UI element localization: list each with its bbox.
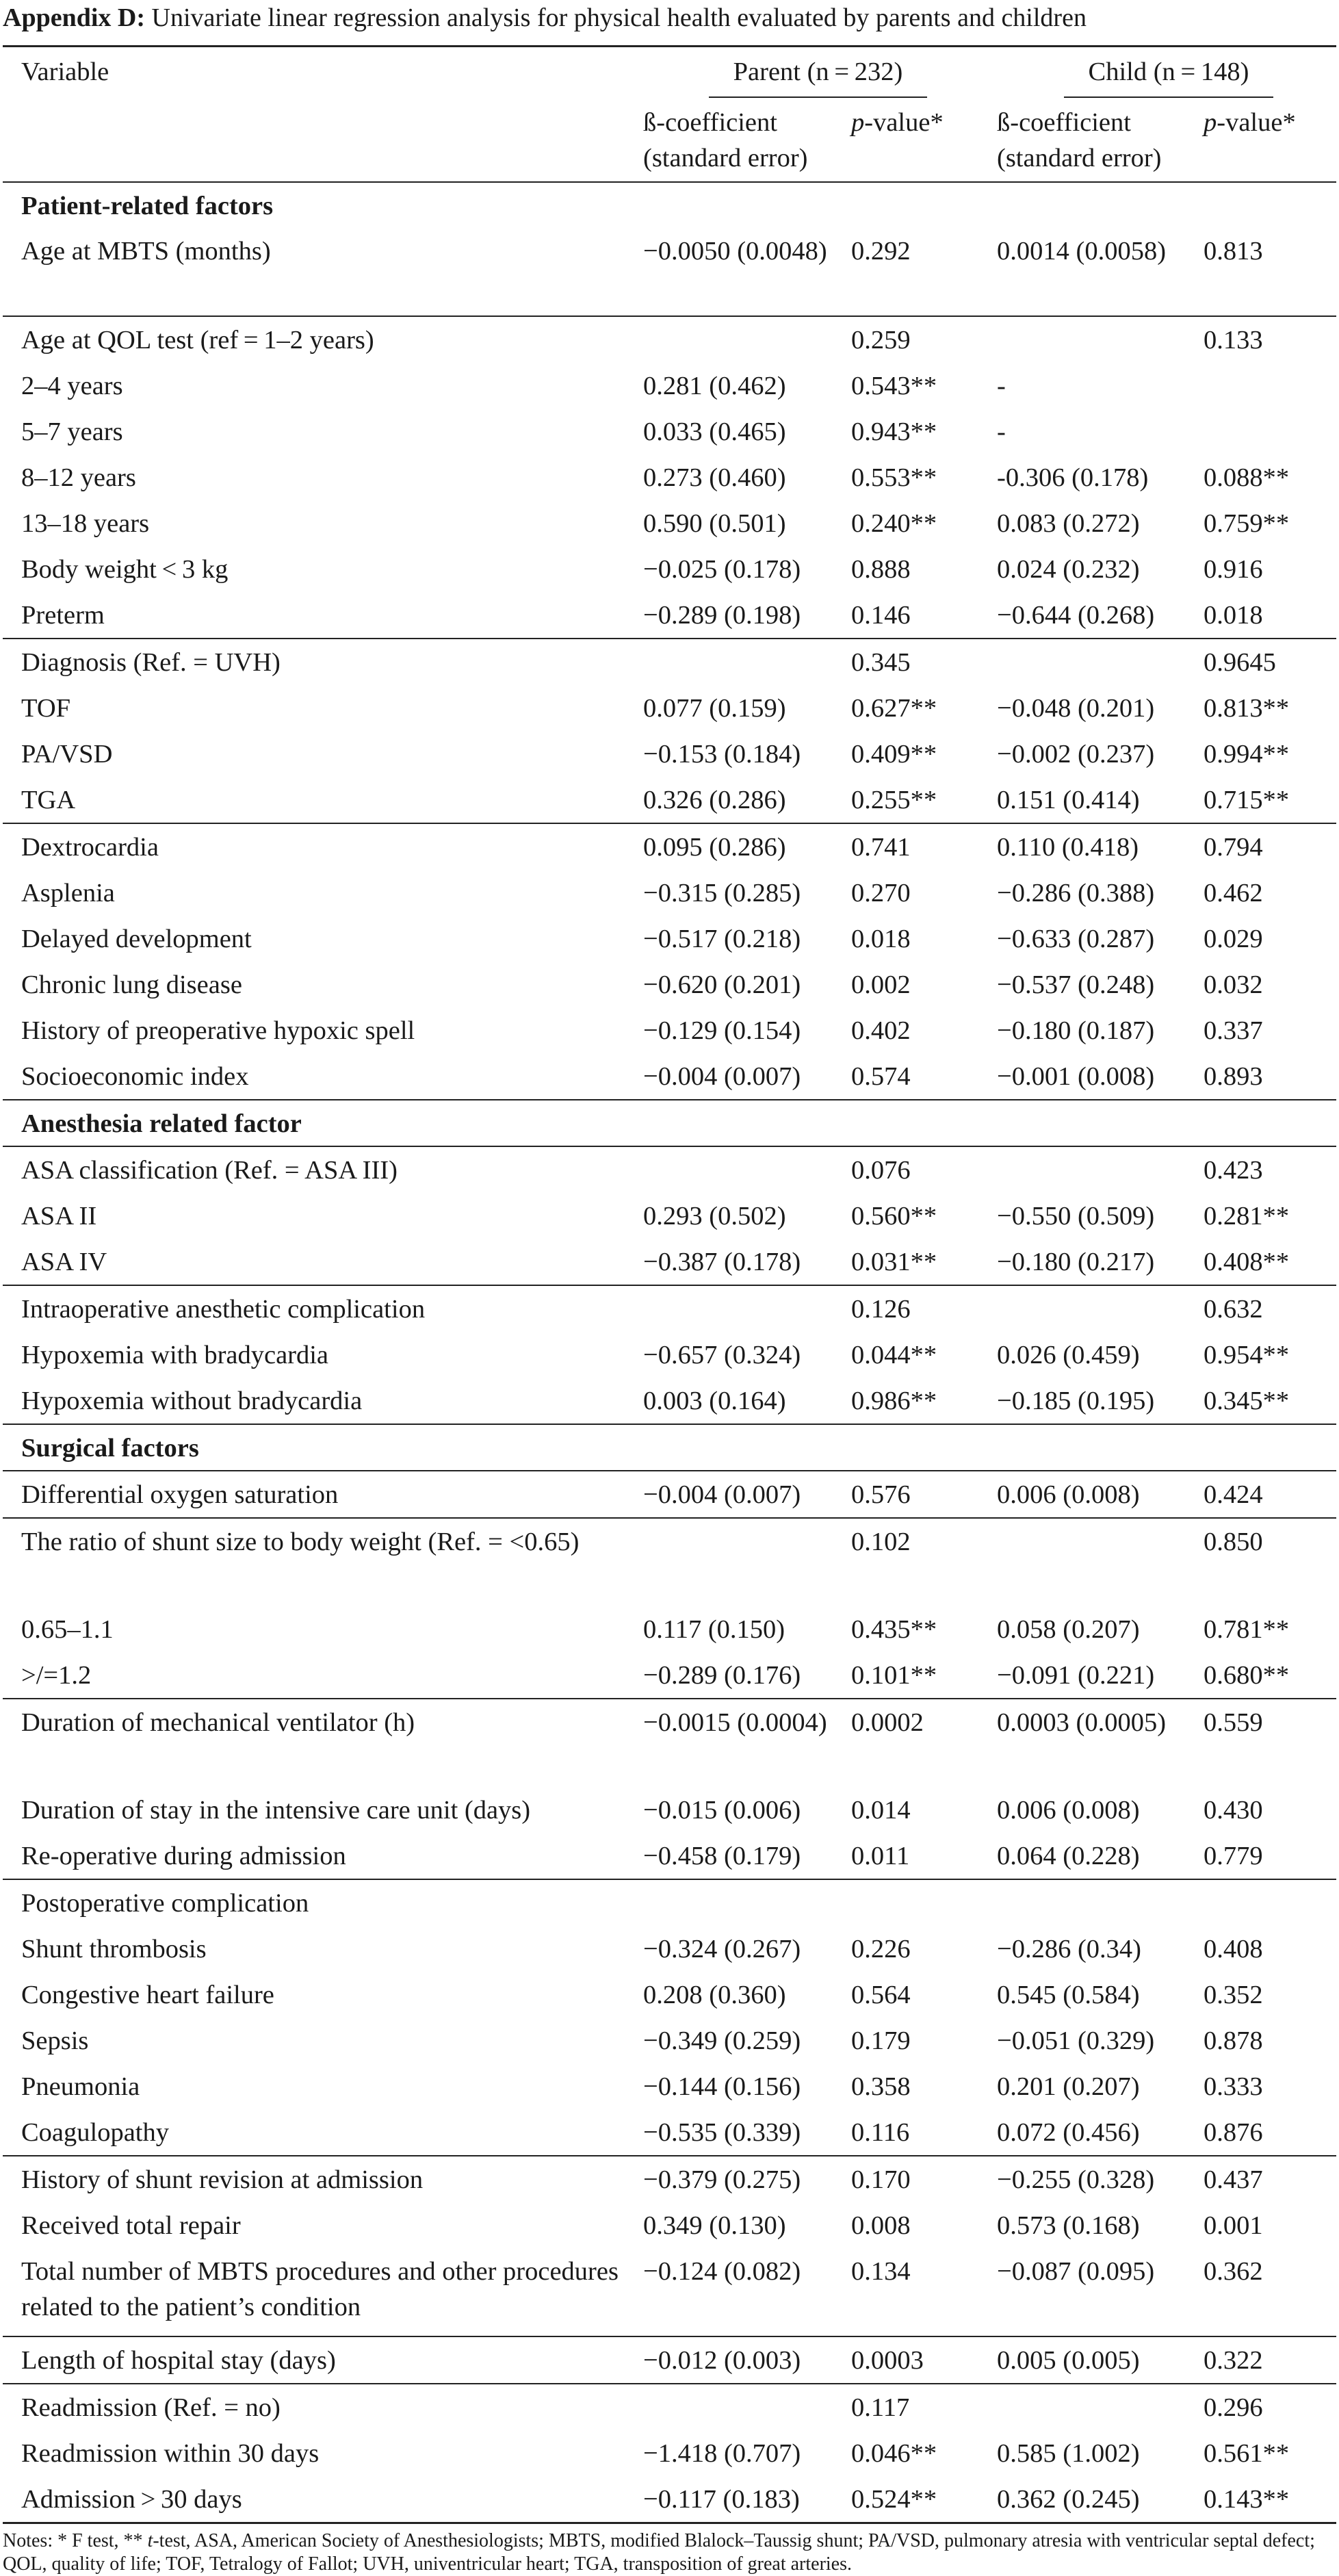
child-beta-cell: −0.051 (0.329): [997, 2026, 1155, 2055]
child-pvalue-cell: 0.424: [1195, 1471, 1336, 1518]
table-row: [3, 2156, 1336, 2202]
child-beta-cell: [989, 1879, 1195, 1926]
parent-pvalue-cell: 0.553**: [851, 463, 937, 492]
table-row: [3, 454, 1336, 500]
table-row: [3, 1378, 1336, 1424]
parent-pvalue-cell: 0.102: [843, 1518, 989, 1606]
parent-pvalue-cell: 0.240**: [851, 509, 937, 538]
child-beta-cell: 0.362 (0.245): [989, 2476, 1195, 2523]
table-row: [3, 685, 1336, 731]
header-p-rest: -value*: [1217, 108, 1296, 137]
table-row: [3, 2109, 1336, 2156]
table-row: [3, 1699, 1336, 1787]
row-variable-label: ASA II: [21, 1202, 97, 1231]
row-variable-label: Dextrocardia: [3, 823, 635, 870]
parent-pvalue-cell: 0.014: [851, 1796, 911, 1825]
parent-pvalue-cell: 0.543**: [851, 372, 937, 400]
parent-beta-cell: −0.124 (0.082): [643, 2257, 801, 2286]
child-pvalue-cell: 0.759**: [1204, 509, 1290, 538]
table-row: [3, 228, 1336, 316]
child-pvalue-cell: 0.018: [1204, 601, 1263, 630]
section-title: Anesthesia related factor: [3, 1100, 1336, 1146]
table-row: [3, 1146, 1336, 1193]
child-pvalue-cell: 0.954**: [1204, 1341, 1290, 1369]
child-pvalue-cell: 0.001: [1204, 2211, 1263, 2240]
parent-pvalue-cell: 0.044**: [851, 1341, 937, 1369]
child-pvalue-cell: 0.632: [1195, 1285, 1336, 1332]
parent-beta-cell: −0.324 (0.267): [643, 1935, 801, 1963]
child-beta-cell: 0.058 (0.207): [997, 1615, 1140, 1644]
section-header-row: [3, 182, 1336, 228]
child-beta-cell: [989, 1285, 1195, 1332]
row-variable-label: Intraoperative anesthetic complication: [3, 1285, 635, 1332]
child-beta-cell: 0.545 (0.584): [997, 1981, 1140, 2009]
table-body: [3, 182, 1336, 2523]
header-beta-line1: ß-coefficient: [643, 108, 777, 137]
parent-beta-cell: 0.003 (0.164): [643, 1387, 786, 1415]
child-beta-cell: 0.005 (0.005): [989, 2336, 1195, 2384]
parent-pvalue-cell: 0.345: [843, 639, 989, 685]
header-parent-label: Parent (n = 232): [709, 54, 928, 98]
table-row: [3, 1053, 1336, 1100]
parent-beta-cell: −0.025 (0.178): [643, 555, 801, 584]
child-pvalue-cell: 0.850: [1195, 1518, 1336, 1606]
child-beta-cell: −0.087 (0.095): [997, 2257, 1155, 2286]
table-row: [3, 500, 1336, 546]
section-title: Surgical factors: [3, 1424, 1336, 1471]
parent-beta-cell: 0.349 (0.130): [643, 2211, 786, 2240]
row-variable-label: 0.65–1.1: [21, 1615, 114, 1644]
row-variable-label: Socioeconomic index: [21, 1062, 249, 1091]
parent-pvalue-cell: 0.435**: [851, 1615, 937, 1644]
parent-pvalue-cell: 0.888: [851, 555, 911, 584]
parent-beta-cell: 0.326 (0.286): [643, 786, 786, 814]
caption-text: Univariate linear regression analysis for physical health evaluated by parents and children: [151, 3, 1087, 32]
child-pvalue-cell: 0.322: [1195, 2336, 1336, 2384]
parent-pvalue-cell: 0.101**: [851, 1661, 937, 1690]
parent-pvalue-cell: 0.576: [843, 1471, 989, 1518]
child-beta-cell: 0.083 (0.272): [997, 509, 1140, 538]
child-beta-cell: −0.002 (0.237): [997, 740, 1155, 769]
parent-beta-cell: [635, 1285, 843, 1332]
child-beta-cell: −0.048 (0.201): [997, 694, 1155, 723]
parent-pvalue-cell: 0.741: [843, 823, 989, 870]
child-beta-cell: 0.006 (0.008): [997, 1796, 1140, 1825]
parent-beta-cell: −0.289 (0.176): [643, 1661, 801, 1690]
child-pvalue-cell: 0.333: [1204, 2072, 1263, 2101]
parent-beta-cell: −0.0015 (0.0004): [635, 1699, 843, 1787]
child-pvalue-cell: 0.779: [1204, 1842, 1263, 1870]
parent-pvalue-cell: 0.179: [851, 2026, 911, 2055]
parent-beta-cell: −0.458 (0.179): [643, 1842, 801, 1870]
child-pvalue-cell: 0.559: [1195, 1699, 1336, 1787]
child-pvalue-cell: 0.813**: [1204, 694, 1290, 723]
parent-beta-cell: −0.387 (0.178): [643, 1248, 801, 1276]
notes-prefix: Notes: * F test, **: [3, 2530, 148, 2551]
row-variable-label: Asplenia: [21, 879, 115, 907]
parent-pvalue-cell: 0.255**: [851, 786, 937, 814]
header-parent-group: [635, 47, 989, 105]
regression-table: [3, 45, 1336, 2524]
row-variable-label: Readmission (Ref. = no): [3, 2384, 635, 2430]
child-beta-cell: [989, 639, 1195, 685]
child-beta-cell: −0.286 (0.388): [997, 879, 1155, 907]
parent-pvalue-cell: 0.564: [851, 1981, 911, 2009]
parent-pvalue-cell: 0.117: [843, 2384, 989, 2430]
child-pvalue-cell: 0.352: [1204, 1981, 1263, 2009]
parent-pvalue-cell: 0.170: [843, 2156, 989, 2202]
child-pvalue-cell: 0.281**: [1204, 1202, 1290, 1231]
child-pvalue-cell: 0.430: [1204, 1796, 1263, 1825]
child-pvalue-cell: 0.878: [1204, 2026, 1263, 2055]
row-variable-label: Duration of stay in the intensive care unit (days): [21, 1796, 531, 1825]
header-beta-line1: ß-coefficient: [997, 108, 1131, 137]
header-beta-line2: (standard error): [643, 144, 808, 172]
parent-beta-cell: [635, 1146, 843, 1193]
parent-beta-cell: −0.129 (0.154): [643, 1016, 801, 1045]
table-row: [3, 916, 1336, 962]
table-row: [3, 316, 1336, 363]
row-variable-label: Chronic lung disease: [21, 970, 242, 999]
parent-pvalue-cell: 0.146: [851, 601, 911, 630]
header-p-italic: p: [1204, 108, 1217, 137]
row-variable-label: Body weight < 3 kg: [21, 555, 229, 584]
parent-beta-cell: 0.590 (0.501): [643, 509, 786, 538]
table-row: [3, 1239, 1336, 1285]
table-row: [3, 1787, 1336, 1833]
child-beta-cell: 0.024 (0.232): [997, 555, 1140, 584]
table-row: [3, 2476, 1336, 2523]
parent-beta-cell: −0.153 (0.184): [643, 740, 801, 769]
parent-pvalue-cell: 0.018: [851, 925, 911, 953]
child-pvalue-cell: 0.143**: [1195, 2476, 1336, 2523]
header-parent-pvalue: [843, 105, 989, 182]
notes-rest: -test, ASA, American Society of Anesthesiologists; MBTS, modified Blalock–Taussig shunt; PA/VSD, pulmonary atresia with ventricular septal defect; QOL, quality of life; TOF, Tetralogy of Fallot; UVH, univentricular heart; TGA, transposition of great arteries.: [3, 2530, 1315, 2575]
table-row: [3, 2336, 1336, 2384]
table-row: [3, 1879, 1336, 1926]
child-pvalue-cell: 0.876: [1204, 2118, 1263, 2147]
table-row: [3, 2384, 1336, 2430]
section-header-row: [3, 1100, 1336, 1146]
section-title: Patient-related factors: [3, 182, 1336, 228]
parent-beta-cell: −0.015 (0.006): [643, 1796, 801, 1825]
child-beta-cell: −0.286 (0.34): [997, 1935, 1141, 1963]
table-row: [3, 639, 1336, 685]
table-row: [3, 1285, 1336, 1332]
row-variable-label: Received total repair: [21, 2211, 241, 2240]
child-pvalue-cell: 0.423: [1195, 1146, 1336, 1193]
child-beta-cell: 0.201 (0.207): [997, 2072, 1140, 2101]
child-beta-cell: 0.0014 (0.0058): [997, 237, 1167, 266]
parent-pvalue-cell: 0.402: [851, 1016, 911, 1045]
child-beta-cell: 0.072 (0.456): [997, 2118, 1140, 2147]
parent-beta-cell: −0.012 (0.003): [635, 2336, 843, 2384]
row-variable-label: Pneumonia: [21, 2072, 140, 2101]
child-beta-cell: −0.633 (0.287): [997, 925, 1155, 953]
table-row: [3, 1972, 1336, 2018]
table-row: [3, 2202, 1336, 2248]
parent-beta-cell: −0.379 (0.275): [635, 2156, 843, 2202]
table-row: [3, 1606, 1336, 1652]
parent-beta-cell: 0.281 (0.462): [643, 372, 786, 400]
child-pvalue-cell: 0.029: [1204, 925, 1263, 953]
child-beta-cell: 0.573 (0.168): [997, 2211, 1140, 2240]
child-pvalue-cell: 0.133: [1195, 316, 1336, 363]
parent-beta-cell: −0.0050 (0.0048): [643, 237, 827, 266]
row-variable-label: Differential oxygen saturation: [3, 1471, 635, 1518]
header-variable: Variable: [3, 47, 635, 105]
child-beta-cell: −0.255 (0.328): [989, 2156, 1195, 2202]
child-pvalue-cell: 0.781**: [1204, 1615, 1290, 1644]
child-pvalue-cell: 0.715**: [1204, 786, 1290, 814]
child-beta-cell: −0.091 (0.221): [997, 1661, 1155, 1690]
parent-beta-cell: 0.208 (0.360): [643, 1981, 786, 2009]
row-variable-label: Congestive heart failure: [21, 1981, 274, 2009]
child-pvalue-cell: 0.408: [1204, 1935, 1263, 1963]
table-row: [3, 592, 1336, 639]
child-pvalue-cell: 0.9645: [1195, 639, 1336, 685]
row-variable-label: Delayed development: [21, 925, 252, 953]
row-variable-label: 5–7 years: [21, 417, 123, 446]
child-beta-cell: -: [997, 372, 1006, 400]
row-variable-label: The ratio of shunt size to body weight (Ref. = <0.65): [3, 1518, 635, 1606]
row-variable-label: Admission > 30 days: [3, 2476, 635, 2523]
parent-pvalue-cell: 0.226: [851, 1935, 911, 1963]
row-variable-label: Preterm: [21, 601, 105, 630]
notes-italic-t: t: [147, 2530, 153, 2551]
section-header-row: [3, 1424, 1336, 1471]
row-variable-label: Total number of MBTS procedures and other procedures related to the patient’s condition: [21, 2257, 619, 2321]
table-row: [3, 1193, 1336, 1239]
parent-beta-cell: 0.117 (0.150): [643, 1615, 785, 1644]
child-beta-cell: 0.064 (0.228): [997, 1842, 1140, 1870]
parent-pvalue-cell: 0.409**: [851, 740, 937, 769]
child-pvalue-cell: 0.408**: [1204, 1248, 1290, 1276]
header-row-groups: [3, 47, 1336, 105]
child-pvalue-cell: 0.893: [1204, 1062, 1263, 1091]
child-beta-cell: −0.537 (0.248): [997, 970, 1155, 999]
child-beta-cell: 0.585 (1.002): [997, 2439, 1140, 2468]
child-pvalue-cell: [1195, 409, 1336, 454]
table-caption: [3, 0, 1336, 45]
header-row-columns: [3, 105, 1336, 182]
child-beta-cell: −0.185 (0.195): [997, 1387, 1155, 1415]
parent-beta-cell: [635, 639, 843, 685]
child-pvalue-cell: 0.561**: [1204, 2439, 1290, 2468]
table-row: [3, 1471, 1336, 1518]
row-variable-label: Coagulopathy: [21, 2118, 169, 2147]
table-row: [3, 870, 1336, 916]
parent-beta-cell: −0.315 (0.285): [643, 879, 801, 907]
parent-beta-cell: [635, 1518, 843, 1606]
child-pvalue-cell: [1195, 363, 1336, 409]
child-pvalue-cell: 0.337: [1204, 1016, 1263, 1045]
child-pvalue-cell: 0.462: [1204, 879, 1263, 907]
table-row: [3, 823, 1336, 870]
child-beta-cell: 0.026 (0.459): [997, 1341, 1140, 1369]
child-beta-cell: [989, 2384, 1195, 2430]
parent-beta-cell: 0.033 (0.465): [643, 417, 786, 446]
row-variable-label: ASA classification (Ref. = ASA III): [3, 1146, 635, 1193]
row-variable-label: Readmission within 30 days: [21, 2439, 320, 2468]
child-beta-cell: -0.306 (0.178): [997, 463, 1149, 492]
child-beta-cell: −0.001 (0.008): [997, 1062, 1155, 1091]
table-row: [3, 2248, 1336, 2336]
child-beta-cell: −0.550 (0.509): [997, 1202, 1155, 1231]
child-pvalue-cell: 0.032: [1204, 970, 1263, 999]
row-variable-label: TGA: [21, 786, 76, 814]
parent-pvalue-cell: 0.116: [851, 2118, 910, 2147]
row-variable-label: History of preoperative hypoxic spell: [21, 1016, 415, 1045]
header-child-beta: [989, 105, 1195, 182]
child-pvalue-cell: 0.916: [1204, 555, 1263, 584]
row-variable-label: PA/VSD: [21, 740, 113, 769]
table-row: [3, 1926, 1336, 1972]
parent-beta-cell: −0.620 (0.201): [643, 970, 801, 999]
child-beta-cell: 0.0003 (0.0005): [989, 1699, 1195, 1787]
row-variable-label: Hypoxemia with bradycardia: [21, 1341, 329, 1369]
table-row: [3, 2063, 1336, 2109]
child-pvalue-cell: 0.437: [1195, 2156, 1336, 2202]
row-variable-label: Age at QOL test (ref = 1–2 years): [3, 316, 635, 363]
header-parent-beta: [635, 105, 843, 182]
child-pvalue-cell: 0.088**: [1204, 463, 1290, 492]
table-row: [3, 409, 1336, 454]
parent-pvalue-cell: 0.046**: [851, 2439, 937, 2468]
parent-beta-cell: 0.095 (0.286): [635, 823, 843, 870]
child-pvalue-cell: 0.994**: [1204, 740, 1290, 769]
child-beta-cell: −0.180 (0.187): [997, 1016, 1155, 1045]
parent-beta-cell: [635, 2384, 843, 2430]
parent-beta-cell: −0.349 (0.259): [643, 2026, 801, 2055]
table-row: [3, 1833, 1336, 1879]
parent-pvalue-cell: [843, 1879, 989, 1926]
table-row: [3, 1332, 1336, 1378]
header-blank: [3, 105, 635, 182]
child-beta-cell: −0.644 (0.268): [997, 601, 1155, 630]
table-row: [3, 2430, 1336, 2476]
row-variable-label: Re-operative during admission: [21, 1842, 346, 1870]
parent-pvalue-cell: 0.031**: [851, 1248, 937, 1276]
parent-pvalue-cell: 0.002: [851, 970, 911, 999]
table-row: [3, 2018, 1336, 2063]
parent-beta-cell: 0.293 (0.502): [643, 1202, 786, 1231]
row-variable-label: History of shunt revision at admission: [3, 2156, 635, 2202]
child-beta-cell: 0.006 (0.008): [989, 1471, 1195, 1518]
parent-beta-cell: −0.117 (0.183): [635, 2476, 843, 2523]
row-variable-label: >/=1.2: [21, 1661, 92, 1690]
caption-label: Appendix D:: [3, 3, 145, 32]
row-variable-label: ASA IV: [21, 1248, 107, 1276]
parent-beta-cell: −0.289 (0.198): [643, 601, 801, 630]
parent-pvalue-cell: 0.126: [843, 1285, 989, 1332]
header-child-group: [989, 47, 1336, 105]
parent-beta-cell: [635, 316, 843, 363]
row-variable-label: Duration of mechanical ventilator (h): [3, 1699, 635, 1787]
table-row: [3, 777, 1336, 823]
table-row: [3, 1518, 1336, 1606]
parent-pvalue-cell: 0.270: [851, 879, 911, 907]
header-p-rest: -value*: [864, 108, 944, 137]
parent-beta-cell: −0.535 (0.339): [643, 2118, 801, 2147]
child-pvalue-cell: 0.362: [1204, 2257, 1263, 2286]
parent-pvalue-cell: 0.292: [851, 237, 911, 266]
table-row: [3, 731, 1336, 777]
parent-beta-cell: −0.144 (0.156): [643, 2072, 801, 2101]
table-row: [3, 546, 1336, 592]
child-pvalue-cell: 0.680**: [1204, 1661, 1290, 1690]
row-variable-label: 2–4 years: [21, 372, 123, 400]
parent-pvalue-cell: 0.358: [851, 2072, 911, 2101]
header-p-italic: p: [851, 108, 865, 137]
row-variable-label: 8–12 years: [21, 463, 136, 492]
child-pvalue-cell: [1195, 1879, 1336, 1926]
child-beta-cell: [989, 1146, 1195, 1193]
child-beta-cell: -: [997, 417, 1006, 446]
parent-pvalue-cell: 0.0002: [843, 1699, 989, 1787]
row-variable-label: Age at MBTS (months): [21, 237, 271, 266]
parent-pvalue-cell: 0.560**: [851, 1202, 937, 1231]
child-beta-cell: 0.110 (0.418): [989, 823, 1195, 870]
parent-beta-cell: −1.418 (0.707): [643, 2439, 801, 2468]
child-beta-cell: [989, 1518, 1195, 1606]
row-variable-label: Sepsis: [21, 2026, 89, 2055]
parent-beta-cell: [635, 1879, 843, 1926]
child-pvalue-cell: 0.813: [1204, 237, 1263, 266]
parent-beta-cell: 0.273 (0.460): [643, 463, 786, 492]
parent-beta-cell: −0.004 (0.007): [635, 1471, 843, 1518]
child-beta-cell: 0.151 (0.414): [997, 786, 1140, 814]
parent-beta-cell: 0.077 (0.159): [643, 694, 786, 723]
table-row: [3, 1007, 1336, 1053]
table-notes: [3, 2524, 1336, 2576]
child-pvalue-cell: 0.296: [1195, 2384, 1336, 2430]
parent-pvalue-cell: 0.076: [843, 1146, 989, 1193]
table-row: [3, 363, 1336, 409]
parent-pvalue-cell: 0.008: [851, 2211, 911, 2240]
parent-beta-cell: −0.657 (0.324): [643, 1341, 801, 1369]
table-row: [3, 1652, 1336, 1699]
row-variable-label: Diagnosis (Ref. = UVH): [3, 639, 635, 685]
parent-pvalue-cell: 0.986**: [851, 1387, 937, 1415]
row-variable-label: Length of hospital stay (days): [3, 2336, 635, 2384]
child-pvalue-cell: 0.794: [1195, 823, 1336, 870]
table-row: [3, 962, 1336, 1007]
row-variable-label: Shunt thrombosis: [21, 1935, 207, 1963]
parent-pvalue-cell: 0.0003: [843, 2336, 989, 2384]
parent-pvalue-cell: 0.524**: [843, 2476, 989, 2523]
parent-pvalue-cell: 0.011: [851, 1842, 910, 1870]
parent-pvalue-cell: 0.259: [843, 316, 989, 363]
row-variable-label: TOF: [21, 694, 71, 723]
parent-pvalue-cell: 0.574: [851, 1062, 911, 1091]
child-pvalue-cell: 0.345**: [1204, 1387, 1290, 1415]
parent-pvalue-cell: 0.627**: [851, 694, 937, 723]
child-beta-cell: −0.180 (0.217): [997, 1248, 1155, 1276]
parent-beta-cell: −0.517 (0.218): [643, 925, 801, 953]
child-beta-cell: [989, 316, 1195, 363]
header-child-pvalue: [1195, 105, 1336, 182]
parent-pvalue-cell: 0.943**: [851, 417, 937, 446]
parent-beta-cell: −0.004 (0.007): [643, 1062, 801, 1091]
row-variable-label: Hypoxemia without bradycardia: [21, 1387, 363, 1415]
row-variable-label: 13–18 years: [21, 509, 150, 538]
parent-pvalue-cell: 0.134: [851, 2257, 911, 2286]
header-child-label: Child (n = 148): [1064, 54, 1274, 98]
header-beta-line2: (standard error): [997, 144, 1162, 172]
row-variable-label: Postoperative complication: [3, 1879, 635, 1926]
